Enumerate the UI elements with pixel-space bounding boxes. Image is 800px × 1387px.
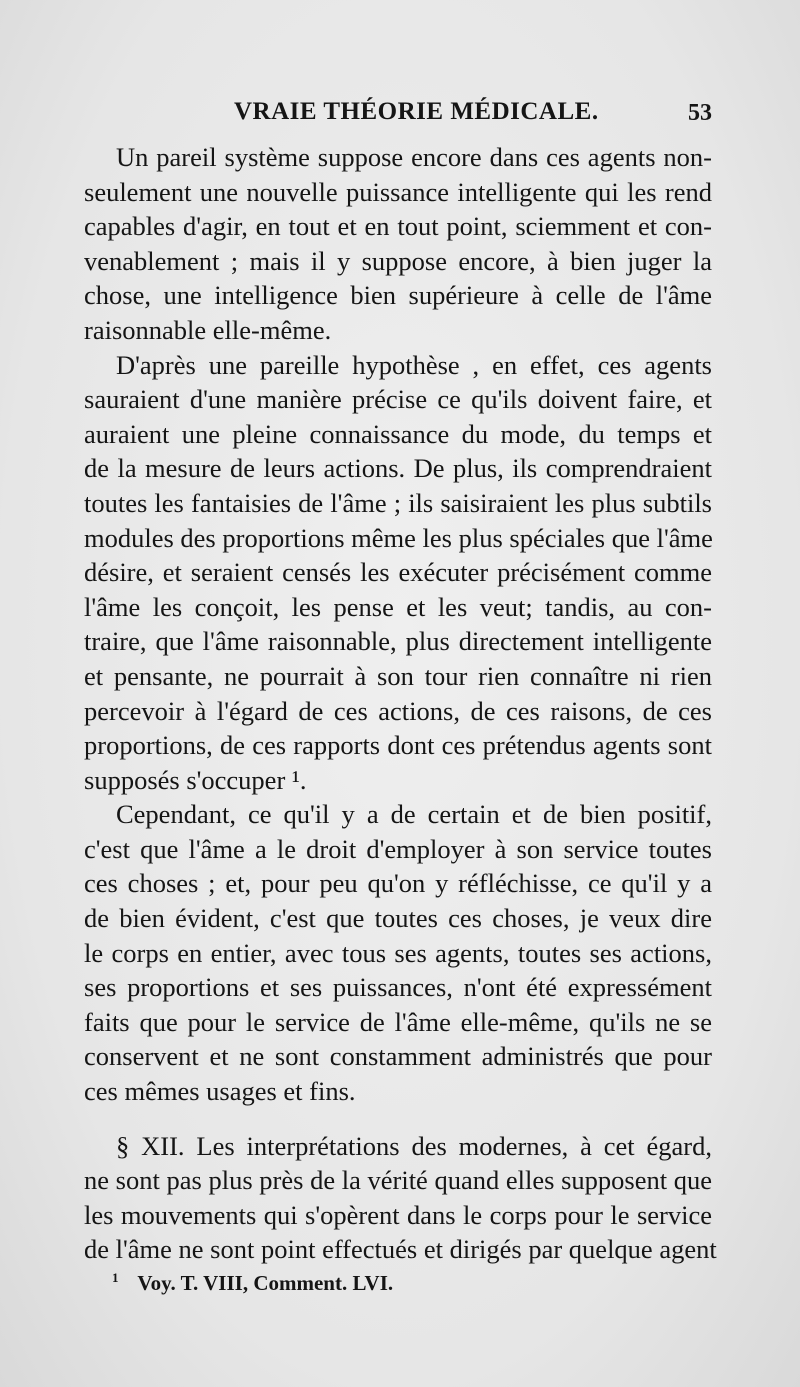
text-line: § XII. Les interprétations des modernes, à cet égard, <box>116 1130 712 1161</box>
text-line: Un pareil système suppose encore dans ces agents non- <box>116 142 712 172</box>
text-line: capables d'agir, en tout et en tout point, sciemment et con- <box>84 211 712 242</box>
text-line: le corps en entier, avec tous ses agents, toutes ses actions, <box>84 937 712 968</box>
text-line: raisonnable elle-même. <box>84 314 332 345</box>
text-line: les mouvements qui s'opèrent dans le corps pour le service <box>84 1199 712 1230</box>
page-number: 53 <box>688 100 712 126</box>
page-header <box>84 98 712 134</box>
text-line: auraient une pleine connaissance du mode, du temps et <box>84 418 712 449</box>
text-line: de la mesure de leurs actions. De plus, ils comprendraient <box>84 453 712 484</box>
body-text <box>84 140 717 1267</box>
running-title: VRAIE THÉORIE MÉDICALE. <box>234 98 599 125</box>
text-line: conservent et ne sont constamment administrés que pour <box>84 1041 712 1072</box>
text-line: l'âme les conçoit, les pense et les veut; tandis, au con- <box>84 591 712 622</box>
text-line: sauraient d'une manière précise ce qu'ils doivent faire, et <box>84 384 712 415</box>
text-line: c'est que l'âme a le droit d'employer à son service toutes <box>84 833 712 864</box>
text-line: ces mêmes usages et fins. <box>84 1076 356 1107</box>
text-line: de bien évident, c'est que toutes ces choses, je veux dire <box>84 903 712 934</box>
text-line: D'après une pareille hypothèse , en effet, ces agents <box>116 349 712 380</box>
text-line: proportions, de ces rapports dont ces prétendus agents sont <box>84 730 712 761</box>
text-line: venablement ; mais il y suppose encore, à bien juger la <box>84 245 712 276</box>
text-line: et pensante, ne pourrait à son tour rien connaître ni rien <box>84 660 712 691</box>
text-line: toutes les fantaisies de l'âme ; ils saisiraient les plus subtils <box>84 487 712 518</box>
text-line: seulement une nouvelle puissance intelligente qui les rend <box>84 176 712 207</box>
text-line: ces choses ; et, pour peu qu'on y réfléchisse, ce qu'il y a <box>84 868 712 899</box>
footnote-text: Voy. T. VIII, Comment. LVI. <box>137 1271 394 1295</box>
text-line: Cependant, ce qu'il y a de certain et de bien positif, <box>116 799 712 830</box>
text-line: chose, une intelligence bien supérieure à celle de l'âme <box>84 280 712 311</box>
text-line: supposés s'occuper ¹. <box>84 764 307 795</box>
text-line: de l'âme ne sont point effectués et dirigés par quelque agent <box>84 1234 717 1265</box>
section-gap <box>84 1109 712 1129</box>
footnote-mark: 1 <box>112 1270 119 1285</box>
text-line: traire, que l'âme raisonnable, plus directement intelligente <box>84 626 712 657</box>
text-line: percevoir à l'égard de ces actions, de ces raisons, de ces <box>84 695 712 726</box>
text-line: ses proportions et ses puissances, n'ont été expressément <box>84 972 712 1003</box>
text-line: ne sont pas plus près de la vérité quand elles supposent que <box>84 1165 712 1196</box>
text-line: modules des proportions même les plus spéciales que l'âme <box>84 522 713 553</box>
text-line: faits que pour le service de l'âme elle-même, qu'ils ne se <box>84 1006 712 1037</box>
footnote <box>112 1270 393 1296</box>
text-line: désire, et seraient censés les exécuter précisément comme <box>84 557 712 588</box>
